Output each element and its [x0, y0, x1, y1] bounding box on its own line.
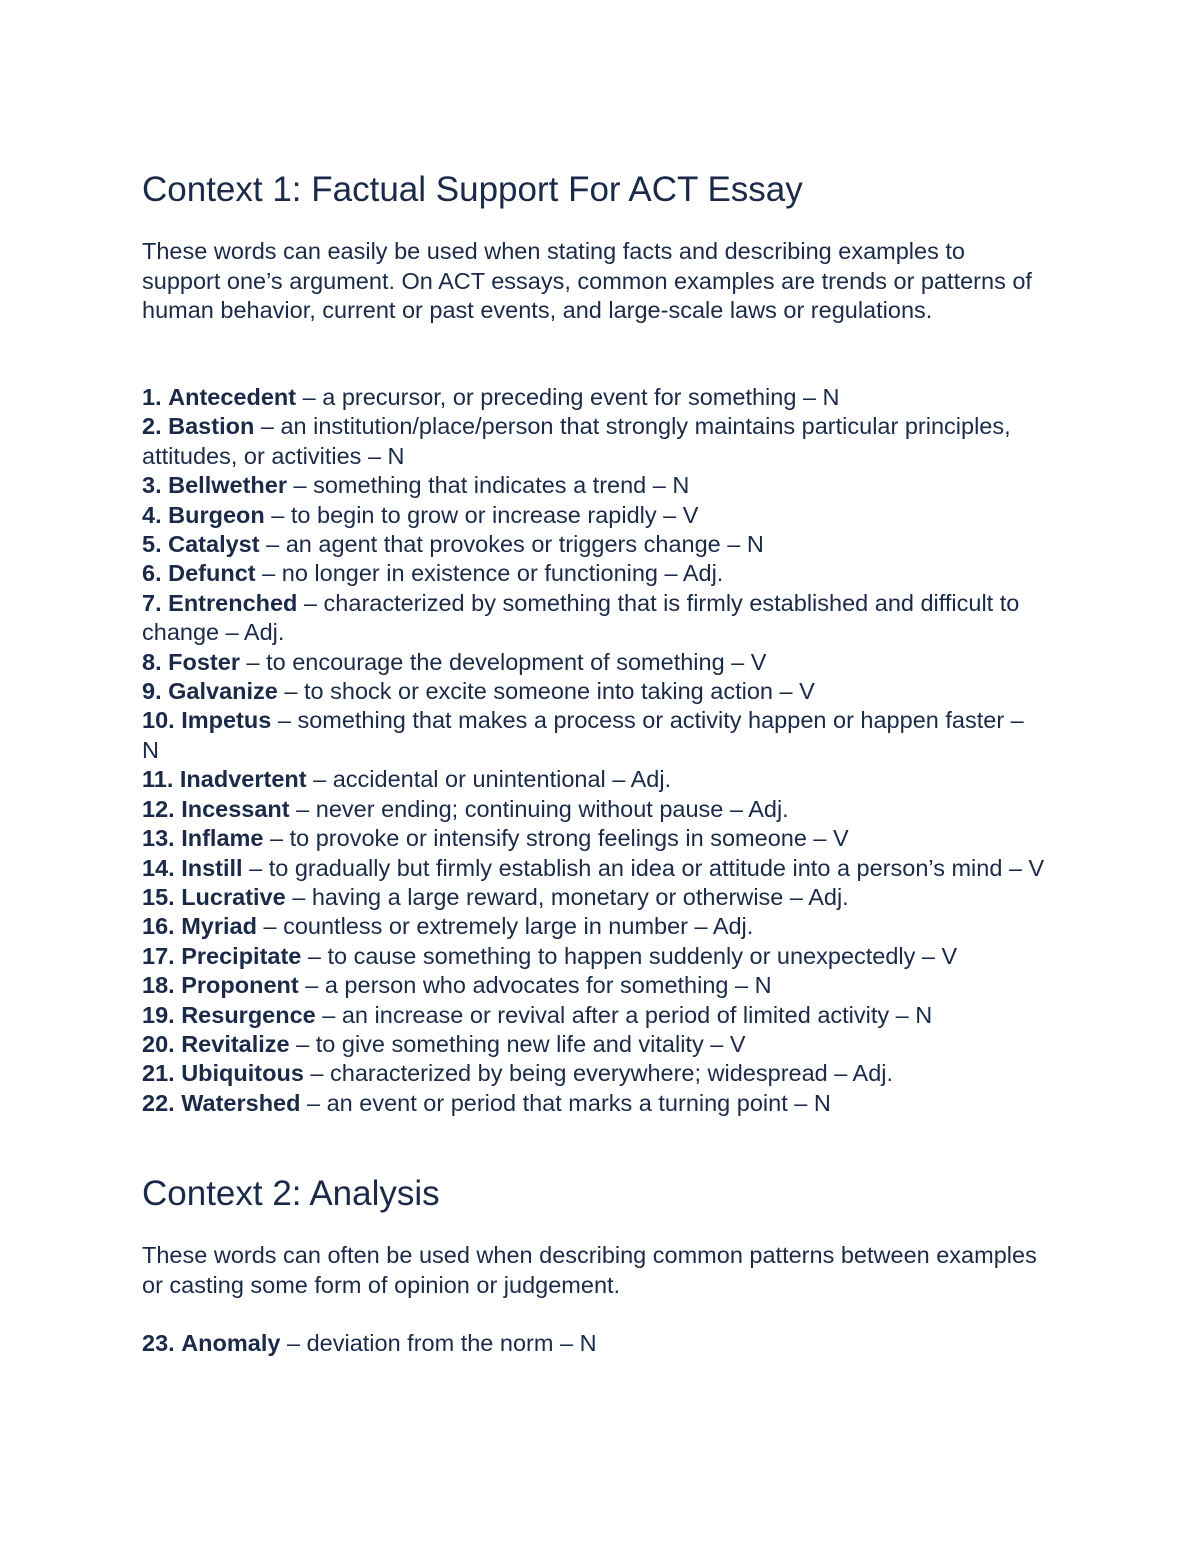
- vocab-entry: [142, 706, 1047, 765]
- section-1-heading: Context 1: Factual Support For ACT Essay: [142, 170, 803, 209]
- vocab-definition: – a precursor, or preceding event for something – N: [296, 384, 840, 410]
- vocab-word: Instill: [181, 854, 243, 881]
- vocab-word: Incessant: [181, 795, 290, 822]
- vocab-word: Galvanize: [168, 678, 278, 705]
- vocab-entry: [142, 1059, 1047, 1088]
- vocab-number: 17.: [142, 942, 175, 969]
- vocab-definition: – never ending; continuing without pause – Adj.: [289, 795, 789, 822]
- vocab-word: Burgeon: [168, 501, 265, 528]
- vocab-word: Defunct: [168, 560, 256, 587]
- vocab-word: Lucrative: [181, 883, 286, 910]
- vocab-word: Proponent: [181, 972, 299, 999]
- vocab-entry: [142, 501, 1047, 530]
- vocab-entry: [142, 677, 1047, 706]
- vocab-entry: [142, 383, 1047, 412]
- vocab-number: 21.: [142, 1060, 175, 1087]
- vocab-entry: [142, 824, 1047, 853]
- vocab-number: 18.: [142, 972, 175, 999]
- vocab-number: 1.: [142, 384, 162, 410]
- vocab-number: 20.: [142, 1030, 175, 1057]
- vocab-entry: [142, 765, 1047, 794]
- vocab-entry: [142, 648, 1047, 677]
- vocab-entry: [142, 412, 1047, 471]
- vocab-definition: – countless or extremely large in number – Adj.: [256, 913, 754, 940]
- vocab-entry: [142, 883, 1047, 912]
- vocab-number: 4.: [142, 501, 162, 528]
- vocab-word: Foster: [168, 648, 240, 675]
- vocab-definition: – an event or period that marks a turning point – N: [300, 1089, 831, 1116]
- vocab-definition: – characterized by something that is firmly established and difficult to change – Adj.: [142, 589, 1020, 646]
- section-2-vocab-list: [142, 1329, 1047, 1358]
- vocab-entry: [142, 942, 1047, 971]
- vocab-word: Revitalize: [181, 1030, 290, 1057]
- vocab-word: Myriad: [181, 913, 257, 940]
- vocab-word: Bellwether: [168, 472, 287, 499]
- vocab-word: Entrenched: [168, 589, 298, 616]
- vocab-number: 2.: [142, 413, 162, 440]
- vocab-definition: – to shock or excite someone into taking action – V: [277, 678, 815, 705]
- vocab-number: 15.: [142, 883, 175, 910]
- vocab-word: Antecedent: [168, 384, 297, 410]
- vocab-definition: – to begin to grow or increase rapidly – V: [264, 501, 699, 528]
- vocab-number: 3.: [142, 472, 162, 499]
- vocab-definition: – having a large reward, monetary or otherwise – Adj.: [285, 883, 849, 910]
- vocab-definition: – to encourage the development of something – V: [239, 648, 767, 675]
- section-1-intro: These words can easily be used when stating facts and describing examples to support one’s argument. On ACT essays, common examples are trends or patterns of human behavior, current or past events, and large-scale laws or regulations.: [142, 238, 1032, 323]
- vocab-word: Impetus: [181, 707, 272, 734]
- vocab-number: 9.: [142, 678, 162, 705]
- vocab-number: 22.: [142, 1089, 175, 1116]
- vocab-number: 16.: [142, 913, 175, 940]
- vocab-definition: – an increase or revival after a period of limited activity – N: [315, 1001, 933, 1028]
- vocab-word: Catalyst: [168, 531, 260, 558]
- vocab-definition: – characterized by being everywhere; widespread – Adj.: [303, 1060, 894, 1087]
- vocab-number: 5.: [142, 531, 162, 558]
- vocab-entry: [142, 1089, 1047, 1118]
- vocab-definition: – to give something new life and vitality – V: [289, 1030, 746, 1057]
- vocab-number: 23.: [142, 1330, 175, 1356]
- vocab-definition: – an agent that provokes or triggers change – N: [259, 531, 764, 558]
- vocab-entry: [142, 1001, 1047, 1030]
- vocab-definition: – an institution/place/person that strongly maintains particular principles, attitudes, or activities – N: [142, 413, 1011, 469]
- vocab-definition: – to cause something to happen suddenly or unexpectedly – V: [301, 942, 958, 969]
- vocab-word: Inadvertent: [179, 766, 307, 793]
- vocab-number: 7.: [142, 589, 162, 616]
- vocab-word: Anomaly: [181, 1330, 281, 1356]
- vocab-number: 19.: [142, 1001, 175, 1028]
- vocab-word: Ubiquitous: [181, 1060, 304, 1087]
- vocab-entry: [142, 471, 1047, 500]
- vocab-definition: – accidental or unintentional – Adj.: [306, 766, 672, 793]
- vocab-word: Bastion: [168, 413, 255, 440]
- vocab-number: 11.: [142, 766, 174, 793]
- vocab-definition: – no longer in existence or functioning – Adj.: [255, 560, 724, 587]
- vocab-entry: [142, 1030, 1047, 1059]
- vocab-entry: [142, 854, 1047, 883]
- vocab-definition: – deviation from the norm – N: [280, 1330, 597, 1356]
- vocab-entry: [142, 971, 1047, 1000]
- vocab-word: Inflame: [181, 825, 264, 852]
- section-2-heading: Context 2: Analysis: [142, 1174, 440, 1213]
- vocab-entry: [142, 530, 1047, 559]
- vocab-number: 6.: [142, 560, 162, 587]
- vocab-number: 8.: [142, 648, 162, 675]
- section-1-vocab-list: [142, 383, 1047, 1118]
- vocab-number: 13.: [142, 825, 175, 852]
- vocab-word: Watershed: [181, 1089, 301, 1116]
- vocab-number: 12.: [142, 795, 175, 822]
- vocab-word: Resurgence: [181, 1001, 316, 1028]
- vocab-definition: – to provoke or intensify strong feelings in someone – V: [263, 825, 849, 852]
- vocab-entry: [142, 912, 1047, 941]
- vocab-definition: – something that indicates a trend – N: [286, 472, 690, 499]
- vocab-definition: – to gradually but firmly establish an idea or attitude into a person’s mind – V: [242, 854, 1045, 881]
- vocab-definition: – a person who advocates for something – N: [298, 972, 772, 999]
- vocab-entry: [142, 1329, 1047, 1358]
- vocab-entry: [142, 795, 1047, 824]
- vocab-number: 10.: [142, 707, 175, 734]
- vocab-definition: – something that makes a process or activity happen or happen faster – N: [142, 707, 1024, 763]
- section-2-intro: These words can often be used when describing common patterns between examples or casting some form of opinion or judgement.: [142, 1242, 1037, 1298]
- vocab-entry: [142, 589, 1047, 648]
- vocab-entry: [142, 559, 1047, 588]
- vocab-number: 14.: [142, 854, 175, 881]
- vocab-word: Precipitate: [181, 942, 302, 969]
